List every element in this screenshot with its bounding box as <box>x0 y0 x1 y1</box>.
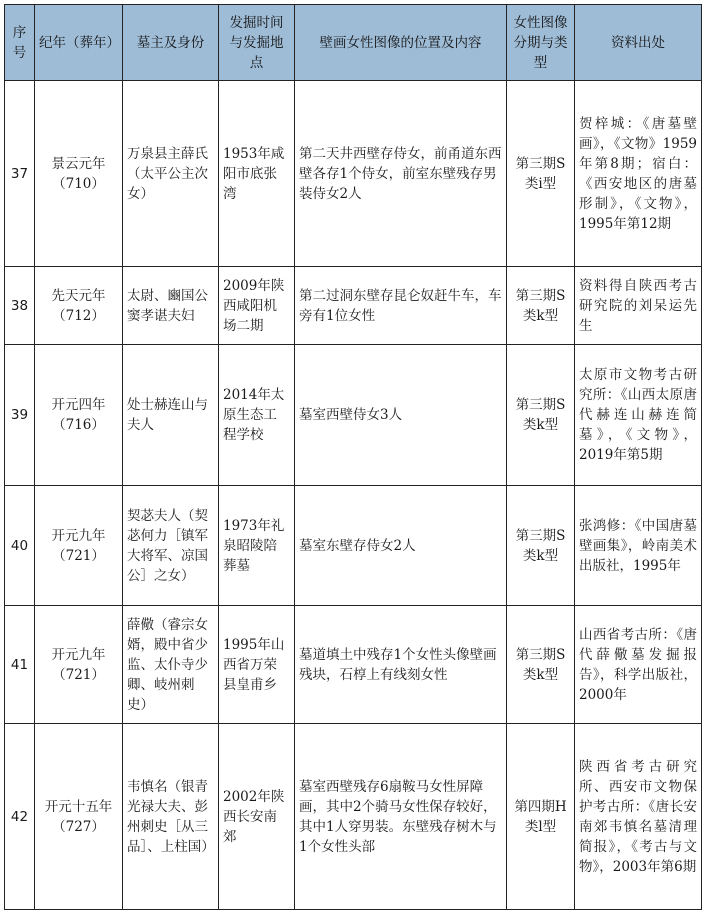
row-year: 开元四年（716） <box>35 345 123 486</box>
row-type: 第三期S类i型 <box>507 81 575 267</box>
row-source: 山西省考古所：《唐代薛儆墓发掘报告》，科学出版社，2000年 <box>575 606 702 724</box>
row-mural: 墓室西壁侍女3人 <box>295 345 507 486</box>
row-excavation: 2009年陕西咸阳机场二期 <box>219 267 295 345</box>
row-mural: 墓道填土中残存1个女性头像壁画残块，石椁上有线刻女性 <box>295 606 507 724</box>
row-year: 开元九年（721） <box>35 606 123 724</box>
table-row <box>5 81 702 267</box>
row-no: 37 <box>5 81 35 267</box>
table-row <box>5 724 702 910</box>
row-no: 41 <box>5 606 35 724</box>
row-owner: 太尉、豳国公窦孝谌夫妇 <box>123 267 219 345</box>
row-owner: 薛儆（睿宗女婿，殿中省少监、太仆寺少卿、岐州刺史） <box>123 606 219 724</box>
row-type: 第三期S类k型 <box>507 345 575 486</box>
header-owner: 墓主及身份 <box>123 5 219 81</box>
row-mural: 墓室西壁残存6扇鞍马女性屏障画，其中2个骑马女性保存较好，其中1人穿男装。东壁残存树木与1个女性头部 <box>295 724 507 910</box>
row-excavation: 1973年礼泉昭陵陪葬墓 <box>219 486 295 606</box>
table-row <box>5 345 702 486</box>
row-no: 38 <box>5 267 35 345</box>
row-excavation: 2002年陕西长安南郊 <box>219 724 295 910</box>
row-source: 陕西省考古研究所、西安市文物保护考古所：《唐长安南郊韦慎名墓清理简报》，《考古与文物》，2003年第6期 <box>575 724 702 910</box>
row-excavation: 2014年太原生态工程学校 <box>219 345 295 486</box>
row-year: 开元九年（721） <box>35 486 123 606</box>
header-source: 资料出处 <box>575 5 702 81</box>
row-source: 张鸿修：《中国唐墓壁画集》，岭南美术出版社，1995年 <box>575 486 702 606</box>
row-year: 先天元年（712） <box>35 267 123 345</box>
table-row <box>5 486 702 606</box>
row-no: 39 <box>5 345 35 486</box>
row-type: 第三期S类k型 <box>507 267 575 345</box>
row-no: 40 <box>5 486 35 606</box>
row-excavation: 1995年山西省万荣县皇甫乡 <box>219 606 295 724</box>
header-year: 纪年（葬年） <box>35 5 123 81</box>
row-source: 贺梓城：《唐墓壁画》，《文物》1959年第8期；宿白：《西安地区的唐墓形制》，《文物》，1995年第12期 <box>575 81 702 267</box>
row-type: 第三期S类k型 <box>507 486 575 606</box>
header-type: 女性图像分期与类型 <box>507 5 575 81</box>
header-no: 序号 <box>5 5 35 81</box>
header-mural: 壁画女性图像的位置及内容 <box>295 5 507 81</box>
header-excavation: 发掘时间与发掘地点 <box>219 5 295 81</box>
table-row <box>5 267 702 345</box>
row-mural: 第二过洞东壁存昆仑奴赶牛车，车旁有1位女性 <box>295 267 507 345</box>
table-row <box>5 606 702 724</box>
row-owner: 万泉县主薛氏（太平公主次女） <box>123 81 219 267</box>
row-source: 太原市文物考古研究所：《山西太原唐代赫连山赫连简墓》，《文物》，2019年第5期 <box>575 345 702 486</box>
row-no: 42 <box>5 724 35 910</box>
header-row <box>5 5 702 81</box>
row-year: 景云元年（710） <box>35 81 123 267</box>
row-mural: 第二天井西壁存侍女，前甬道东西壁各存1个侍女，前室东壁残存男装侍女2人 <box>295 81 507 267</box>
row-owner: 契苾夫人（契苾何力［镇军大将军、凉国公］之女） <box>123 486 219 606</box>
row-owner: 韦慎名（银青光禄大夫、彭州刺史［从三品］、上柱国） <box>123 724 219 910</box>
row-owner: 处士赫连山与夫人 <box>123 345 219 486</box>
row-year: 开元十五年（727） <box>35 724 123 910</box>
row-type: 第四期H类l型 <box>507 724 575 910</box>
row-type: 第三期S类k型 <box>507 606 575 724</box>
row-excavation: 1953年咸阳市底张湾 <box>219 81 295 267</box>
row-source: 资料得自陕西考古研究院的刘呆运先生 <box>575 267 702 345</box>
row-mural: 墓室东壁存侍女2人 <box>295 486 507 606</box>
tomb-mural-table <box>4 4 702 910</box>
